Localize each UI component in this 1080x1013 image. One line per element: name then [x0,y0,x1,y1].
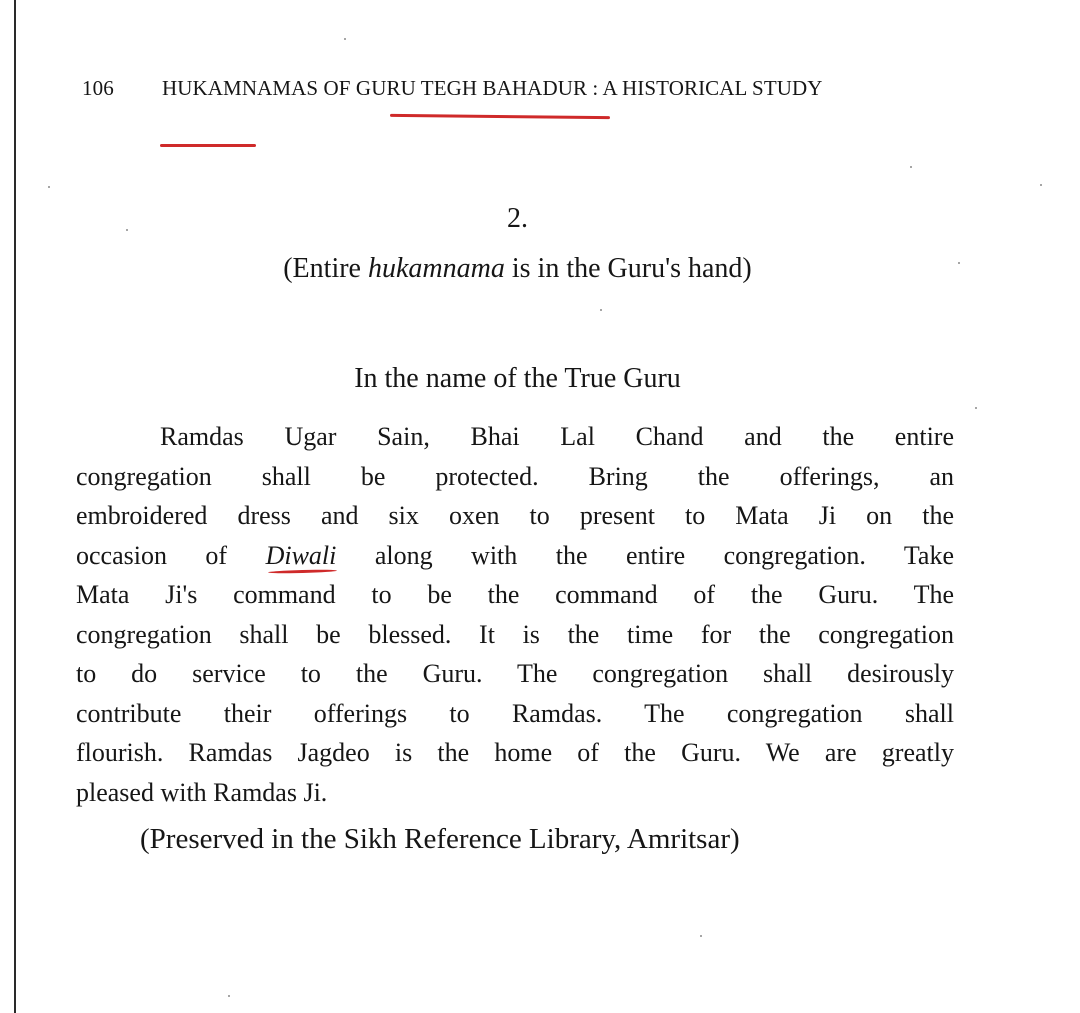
scan-speck [344,38,346,40]
scan-speck [1040,184,1042,186]
book-title: HUKAMNAMAS OF GURU TEGH BAHADUR : A HISTORICAL STUDY [162,76,823,100]
body-line: embroidered dress and six oxen to present to Mata Ji on the [76,501,954,530]
italic-term-diwali [266,536,337,576]
scan-speck [975,407,977,409]
invocation-heading: In the name of the True Guru [354,363,681,394]
scan-speck [958,262,960,264]
body-line: Ramdas Ugar Sain, Bhai Lal Chand and the entire [160,422,954,451]
body-line [76,536,954,576]
body-line-start: occasion of [76,540,266,570]
scan-speck [48,186,50,188]
body-line-end: along with the entire congregation. Take [336,540,954,570]
italic-term-text: Diwali [265,540,337,570]
body-line: flourish. Ramdas Jagdeo is the home of the Guru. We are greatly [76,738,954,767]
scan-speck [600,309,602,311]
body-line: pleased with Ramdas Ji. [76,777,328,807]
source-note: (Preserved in the Sikh Reference Library, Amritsar) [140,823,740,855]
section-note-italic-term: hukamnama [367,253,505,284]
scan-speck [126,229,128,231]
page-number: 106 [82,76,114,100]
body-line: contribute their offerings to Ramdas. The congregation shall [76,698,954,728]
scan-speck [910,166,912,168]
section-note-suffix: is in the Guru's hand) [504,253,752,284]
section-note [0,253,1035,285]
red-pen-dash [160,144,256,147]
running-header [82,76,962,101]
section-note-prefix: (Entire [283,253,368,284]
body-line: Mata Ji's command to be the command of the Guru. The [76,580,954,609]
body-line: to do service to the Guru. The congregation shall desirously [76,659,954,688]
page-edge-shadow [14,0,16,1013]
scan-speck [228,995,230,997]
body-line: congregation shall be protected. Bring the offerings, an [76,461,954,491]
scan-speck [700,935,702,937]
hukamnama-translation [76,417,954,812]
body-line: congregation shall be blessed. It is the time for the congregation [76,619,954,649]
section-number: 2. [507,203,528,234]
red-underline-title [390,114,610,119]
